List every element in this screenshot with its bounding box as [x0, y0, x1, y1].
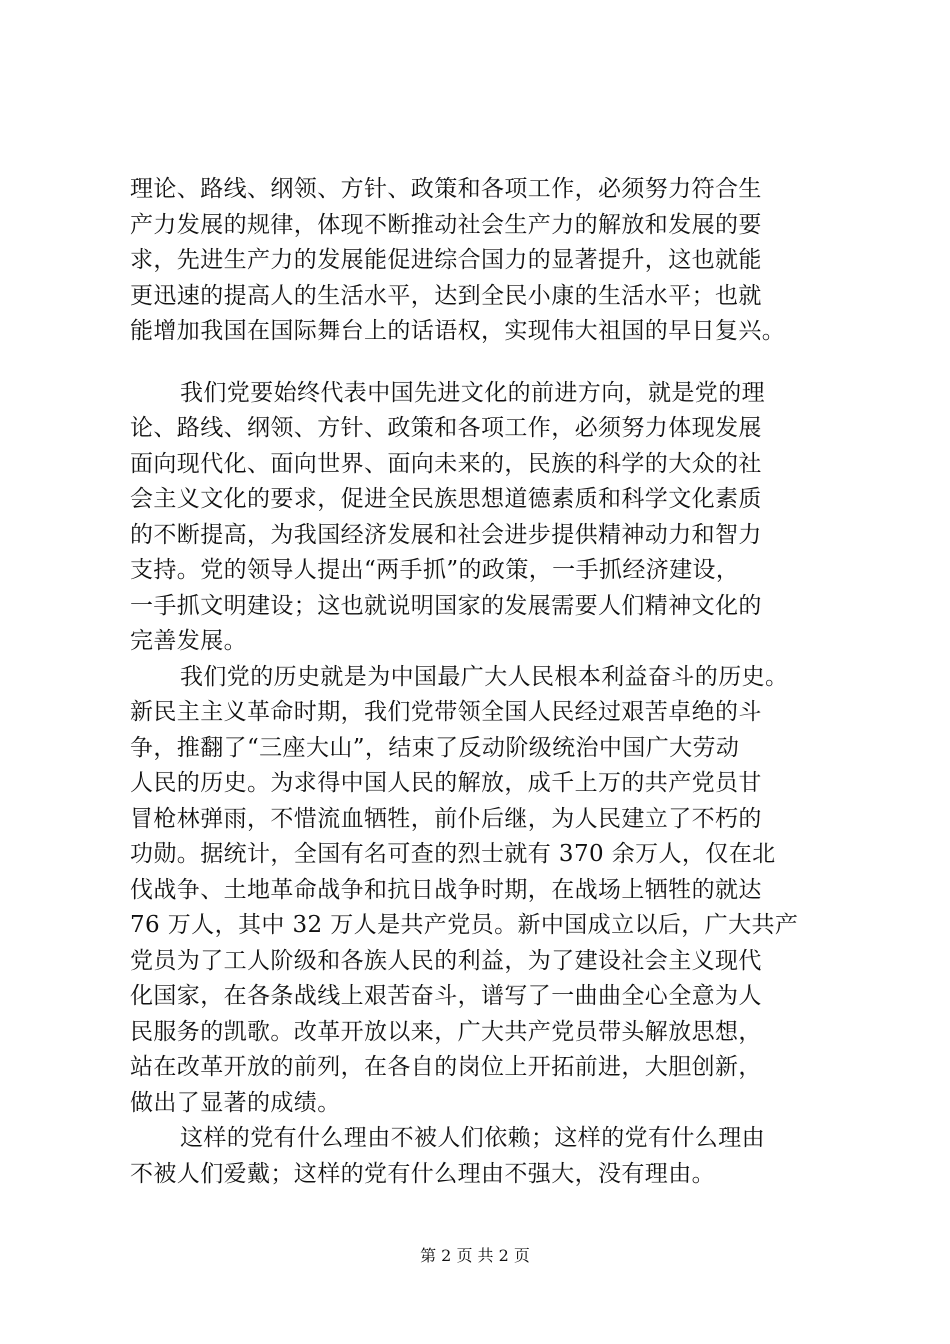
text-line: 论、路线、纲领、方针、政策和各项工作，必须努力体现发展 — [130, 415, 762, 441]
text-line: 会主义文化的要求，促进全民族思想道德素质和科学文化素质 — [130, 486, 762, 512]
text-line: 76 万人，其中 32 万人是共产党员。新中国成立以后，广大共产 — [130, 912, 799, 938]
text-line: 完善发展。 — [130, 628, 247, 654]
text-line: 民服务的凯歌。改革开放以来，广大共产党员带头解放思想， — [130, 1018, 762, 1045]
text-line: 支持。党的领导人提出“两手抓”的政策，一手抓经济建设， — [130, 557, 740, 583]
text-line: 功勋。据统计，全国有名可查的烈士就有 370 余万人，仅在北 — [130, 841, 776, 867]
text-line: 的不断提高，为我国经济发展和社会进步提供精神动力和智力 — [130, 521, 762, 548]
text-line: 理论、路线、纲领、方针、政策和各项工作，必须努力符合生 — [130, 176, 762, 202]
paragraph-1 — [130, 172, 830, 350]
paragraph-2 — [130, 376, 830, 660]
text-line: 党员为了工人阶级和各族人民的利益，为了建设社会主义现代 — [130, 947, 762, 974]
text-line: 我们党要始终代表中国先进文化的前进方向，就是党的理 — [180, 379, 765, 406]
text-line: 面向现代化、面向世界、面向未来的，民族的科学的大众的社 — [130, 450, 762, 477]
paragraph-3 — [130, 660, 830, 1122]
text-line: 站在改革开放的前列，在各自的岗位上开拓前进，大胆创新， — [130, 1054, 762, 1080]
text-line: 不被人们爱戴；这样的党有什么理由不强大，没有理由。 — [130, 1160, 715, 1187]
paragraph-spacer — [130, 350, 830, 376]
text-line: 伐战争、土地革命战争和抗日战争时期，在战场上牺牲的就达 — [130, 876, 762, 903]
paragraph-4 — [130, 1121, 830, 1192]
text-line: 这样的党有什么理由不被人们依赖；这样的党有什么理由 — [180, 1125, 765, 1151]
text-line: 新民主主义革命时期，我们党带领全国人民经过艰苦卓绝的斗 — [130, 699, 762, 725]
text-line: 一手抓文明建设；这也就说明国家的发展需要人们精神文化的 — [130, 592, 762, 619]
text-line: 争，推翻了“三座大山”，结束了反动阶级统治中国广大劳动 — [130, 734, 740, 761]
text-line: 化国家，在各条战线上艰苦奋斗，谱写了一曲曲全心全意为人 — [130, 983, 762, 1009]
text-line: 能增加我国在国际舞台上的话语权，实现伟大祖国的早日复兴。 — [130, 318, 786, 344]
text-line: 做出了显著的成绩。 — [130, 1089, 341, 1116]
page-number: 第 2 页 共 2 页 — [420, 1246, 530, 1265]
document-body — [130, 172, 830, 1192]
text-line: 人民的历史。为求得中国人民的解放，成千上万的共产党员甘 — [130, 770, 762, 796]
text-line: 产力发展的规律，体现不断推动社会生产力的解放和发展的要 — [130, 211, 762, 238]
text-line: 更迅速的提高人的生活水平，达到全民小康的生活水平；也就 — [130, 282, 762, 309]
page-footer — [0, 1244, 950, 1268]
text-line: 求，先进生产力的发展能促进综合国力的显著提升，这也就能 — [130, 247, 762, 273]
text-line: 冒枪林弹雨，不惜流血牺牲，前仆后继，为人民建立了不朽的 — [130, 805, 762, 832]
text-line: 我们党的历史就是为中国最广大人民根本利益奋斗的历史。 — [180, 663, 789, 690]
